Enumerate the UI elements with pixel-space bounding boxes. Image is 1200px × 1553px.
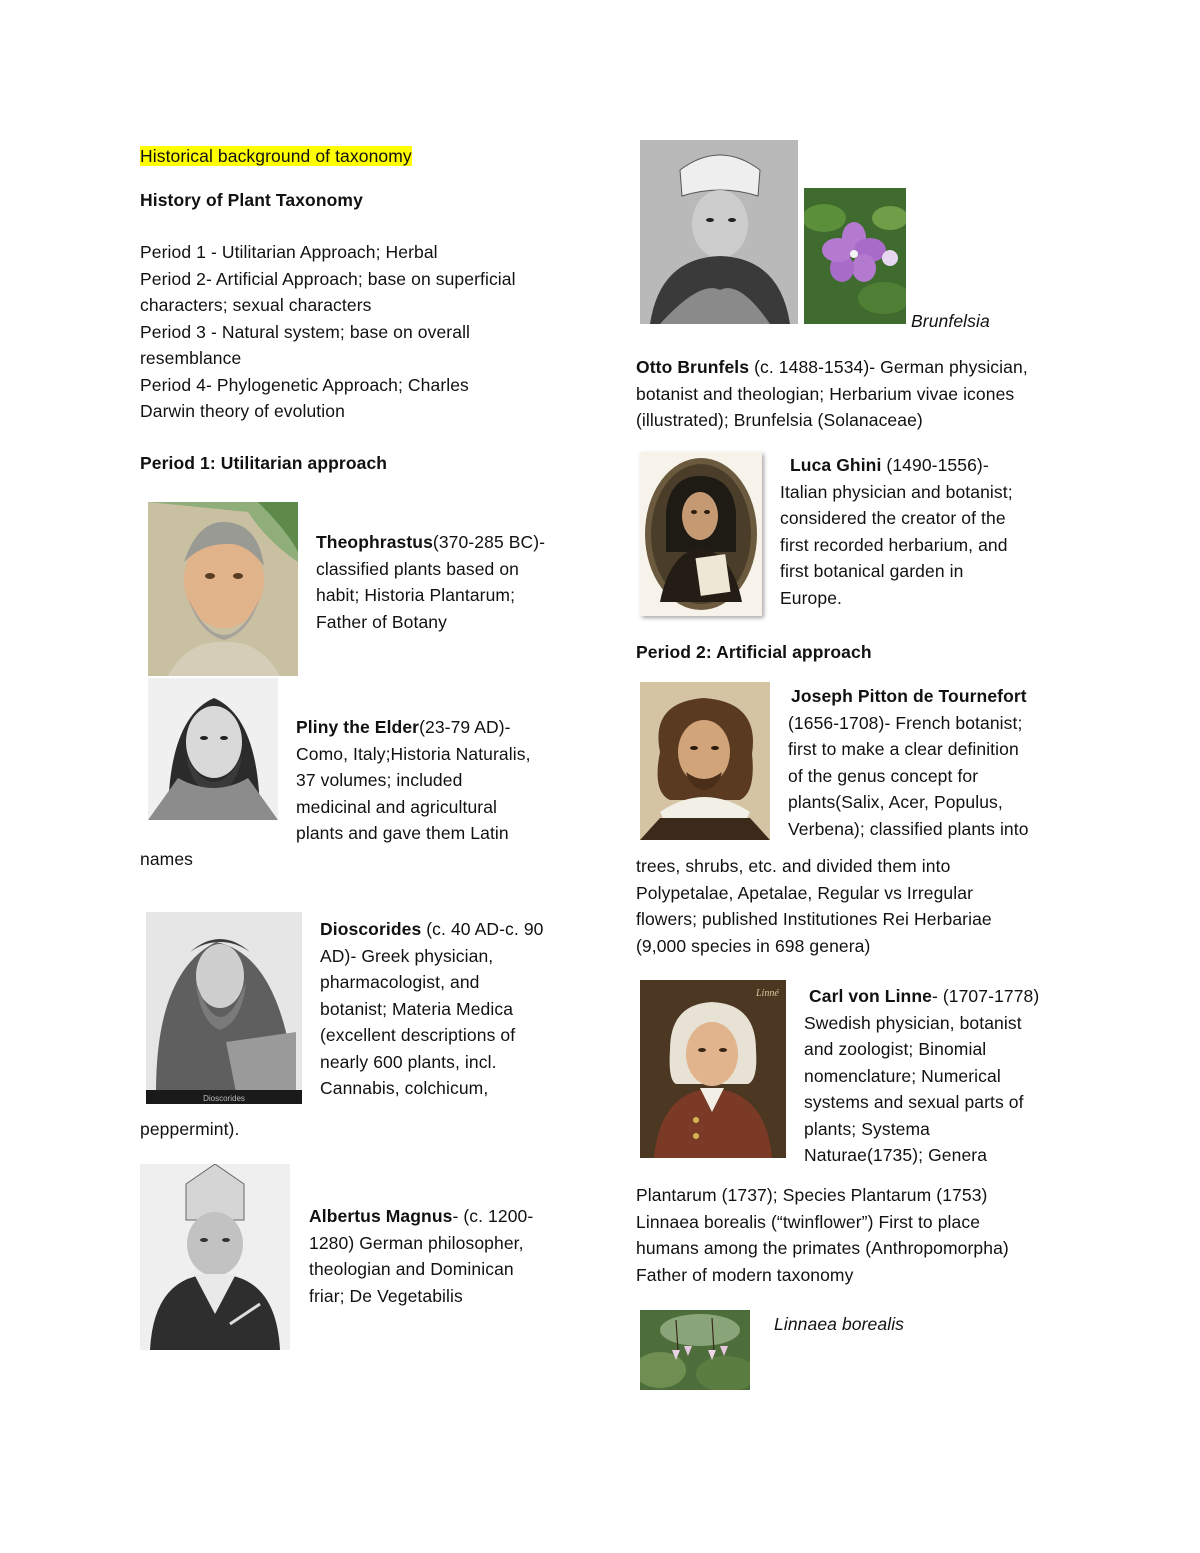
text-line: botanist; Materia Medica	[320, 998, 514, 1019]
text-line: Italian physician and botanist;	[780, 481, 1013, 502]
linne-wrap	[636, 1182, 1076, 1288]
text-line: (370-285 BC)-	[432, 532, 546, 552]
text-line: Verbena); classified plants into	[788, 818, 1029, 839]
text-line: habit; Historia Plantarum;	[316, 585, 516, 605]
pliny-portrait	[148, 678, 278, 820]
period-line: characters; sexual characters	[140, 295, 372, 315]
brunfels-text	[636, 354, 1076, 434]
text-line: humans among the primates (Anthropomorpha)	[636, 1238, 1009, 1258]
pliny-name: Pliny the Elder	[296, 717, 420, 737]
periods-list	[140, 239, 580, 425]
text-line: first to make a clear definition	[788, 739, 1019, 759]
text-line: theologian and Dominican	[309, 1259, 514, 1279]
text-line: Naturae(1735); Genera	[804, 1145, 988, 1165]
tournefort-portrait	[640, 682, 770, 840]
linne-name: Carl von Linne	[809, 986, 932, 1006]
text-line: Plantarum (1737); Species Plantarum (1753)	[636, 1185, 988, 1205]
brunfelsia-caption: Brunfelsia	[911, 311, 990, 331]
period-line: Period 1 - Utilitarian Approach; Herbal	[140, 242, 438, 262]
text-line: (1490-1556)-	[881, 455, 989, 475]
text-line: AD)- Greek physician,	[320, 945, 494, 966]
dioscorides-caption: Dioscorides	[203, 1094, 245, 1103]
text-line: plants(Salix, Acer, Populus,	[788, 792, 1003, 812]
ghini-text	[780, 452, 1080, 611]
text-line: of the genus concept for	[788, 765, 979, 786]
period1-heading: Period 1: Utilitarian approach	[140, 453, 388, 473]
text-line: medicinal and agricultural	[296, 796, 498, 817]
text-line: Father of Botany	[316, 611, 447, 632]
period-line: Period 4- Phylogenetic Approach; Charles	[140, 374, 469, 395]
text-line: pharmacologist, and	[320, 972, 480, 992]
text-line: Swedish physician, botanist	[804, 1012, 1022, 1033]
dioscorides-wrap-line: peppermint).	[140, 1119, 240, 1139]
text-line: (23-79 AD)-	[419, 717, 511, 737]
brunfels-name: Otto Brunfels	[636, 357, 750, 377]
text-line: 1280) German philosopher,	[309, 1232, 524, 1253]
text-line: (c. 40 AD-c. 90	[421, 919, 544, 939]
period-line: Darwin theory of evolution	[140, 401, 345, 421]
text-line: Polypetalae, Apetalae, Regular vs Irregular	[636, 882, 973, 903]
tournefort-text	[788, 683, 1088, 842]
period-line: Period 2- Artificial Approach; base on superficial	[140, 268, 516, 289]
text-line: Linnaea borealis (“twinflower”) First to place	[636, 1211, 981, 1232]
text-line: plants; Systema	[804, 1118, 930, 1139]
highlighted-title: Historical background of taxonomy	[140, 146, 412, 166]
albertus-name: Albertus Magnus	[309, 1206, 453, 1226]
theophrastus-text	[316, 529, 586, 635]
theophrastus-name: Theophrastus	[316, 532, 433, 552]
period-line: resemblance	[140, 348, 242, 368]
text-line: (c. 1488-1534)- German physician,	[749, 357, 1028, 377]
period2-heading: Period 2: Artificial approach	[636, 642, 872, 662]
text-line: Father of modern taxonomy	[636, 1264, 854, 1285]
tournefort-wrap	[636, 853, 1076, 959]
linnaea-caption: Linnaea borealis	[774, 1314, 905, 1334]
text-line: Como, Italy;Historia Naturalis,	[296, 743, 531, 764]
pliny-wrap-line: names	[140, 849, 194, 869]
linne-text	[804, 983, 1094, 1169]
text-line: (1656-1708)- French botanist;	[788, 712, 1023, 733]
pliny-text	[296, 714, 586, 847]
text-line: (excellent descriptions of	[320, 1025, 516, 1045]
ghini-portrait	[640, 452, 762, 616]
theophrastus-portrait	[148, 502, 298, 676]
albertus-portrait	[140, 1164, 290, 1350]
albertus-text	[309, 1203, 589, 1309]
linne-portrait	[640, 980, 786, 1158]
text-line: - (c. 1200-	[452, 1206, 534, 1226]
ghini-name: Luca Ghini	[790, 455, 882, 475]
linnaea-photo	[640, 1310, 750, 1390]
text-line: flowers; published Institutiones Rei Herbariae	[636, 909, 992, 929]
text-line: - (1707-1778)	[931, 986, 1040, 1006]
text-line: nearly 600 plants, incl.	[320, 1051, 497, 1072]
dioscorides-portrait	[146, 912, 302, 1104]
text-line: plants and gave them Latin	[296, 823, 509, 843]
text-line: classified plants based on	[316, 558, 520, 579]
dioscorides-text	[320, 916, 590, 1102]
tournefort-name: Joseph Pitton de Tournefort	[791, 686, 1027, 706]
text-line: considered the creator of the	[780, 508, 1006, 528]
text-line: botanist and theologian; Herbarium vivae icones	[636, 383, 1015, 404]
text-line: nomenclature; Numerical	[804, 1065, 1001, 1086]
text-line: 37 volumes; included	[296, 770, 463, 790]
linne-signature: Linné	[756, 988, 779, 999]
text-line: trees, shrubs, etc. and divided them into	[636, 856, 951, 876]
brunfels-portrait	[640, 140, 798, 324]
text-line: systems and sexual parts of	[804, 1092, 1024, 1112]
text-line: friar; De Vegetabilis	[309, 1285, 463, 1306]
dioscorides-name: Dioscorides	[320, 919, 422, 939]
document-subtitle: History of Plant Taxonomy	[140, 190, 363, 210]
period-line: Period 3 - Natural system; base on overall	[140, 321, 471, 342]
text-line: (illustrated); Brunfelsia (Solanaceae)	[636, 410, 923, 430]
text-line: and zoologist; Binomial	[804, 1039, 987, 1059]
text-line: Europe.	[780, 587, 842, 608]
section-title	[140, 143, 412, 170]
text-line: Cannabis, colchicum,	[320, 1078, 489, 1098]
text-line: first botanical garden in	[780, 561, 964, 581]
text-line: first recorded herbarium, and	[780, 534, 1008, 555]
text-line: (9,000 species in 698 genera)	[636, 935, 871, 956]
brunfelsia-photo	[804, 188, 906, 324]
